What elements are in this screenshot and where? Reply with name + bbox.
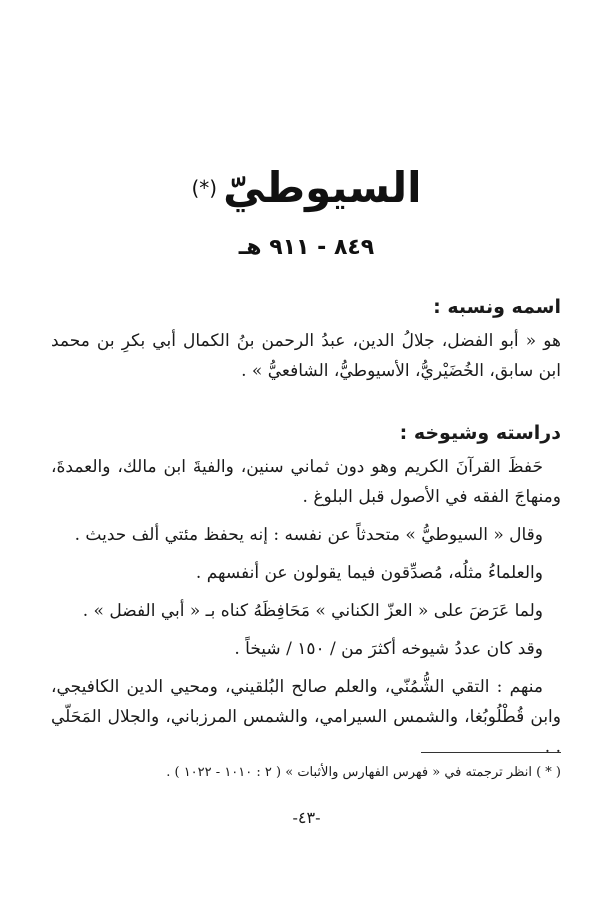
footnote-marker: (*) [191, 176, 218, 200]
study-paragraph-5: وقد كان عددُ شيوخه أكثرَ من / ١٥٠ / شيخاً . [234, 639, 543, 659]
page-title [0, 160, 613, 216]
name-paragraph: هو « أبو الفضل، جلالُ الدين، عبدُ الرحمن بنُ الكمال أبي بكرِ بن محمد ابن سابق، الخُضَيْريُّ، الأسيوطيُّ، الشافعيُّ » . [51, 331, 561, 381]
section-heading-study: دراسته وشيوخه : [399, 422, 561, 444]
section-heading-name: اسمه ونسبه : [433, 296, 561, 318]
study-paragraph-3: والعلماءُ مثلُه، مُصدِّقون فيما يقولون عن أنفسهم . [195, 563, 543, 583]
study-paragraph-4: ولما عَرَضَ على « العزّ الكناني » مَحَافِظَهُ كناه بـ « أبي الفضل » . [82, 601, 543, 621]
study-paragraph-2: وقال « السيوطيُّ » متحدثاً عن نفسه : إنه يحفظ مئتي ألف حديث . [74, 525, 543, 545]
page-number: -٤٣- [292, 808, 321, 827]
life-dates: ٨٤٩ - ٩١١ هـ [238, 235, 375, 260]
footnote-divider [421, 752, 561, 753]
study-paragraph-1: حَفظَ القرآنَ الكريم وهو دون ثماني سنين، والفيةَ ابن مالك، والعمدةَ، ومنهاجَ الفقه في الأصول قبل البلوغ . [51, 457, 561, 507]
title-text: السيوطيّ [223, 163, 422, 212]
footnote: ( * ) انظر ترجمته في « فهرس الفهارس والأثبات » ( ٢ : ١٠١٠ - ١٠٢٢ ) . [166, 765, 561, 780]
teachers-paragraph: منهم : التقي الشُّمُنّي، والعلم صالح البُلقيني، ومحيي الدين الكافيجي، وابن قُطْلُوبُغا، والشمس السيرامي، والشمس المرزباني، والجلال المَحَلّي . . [51, 677, 561, 757]
